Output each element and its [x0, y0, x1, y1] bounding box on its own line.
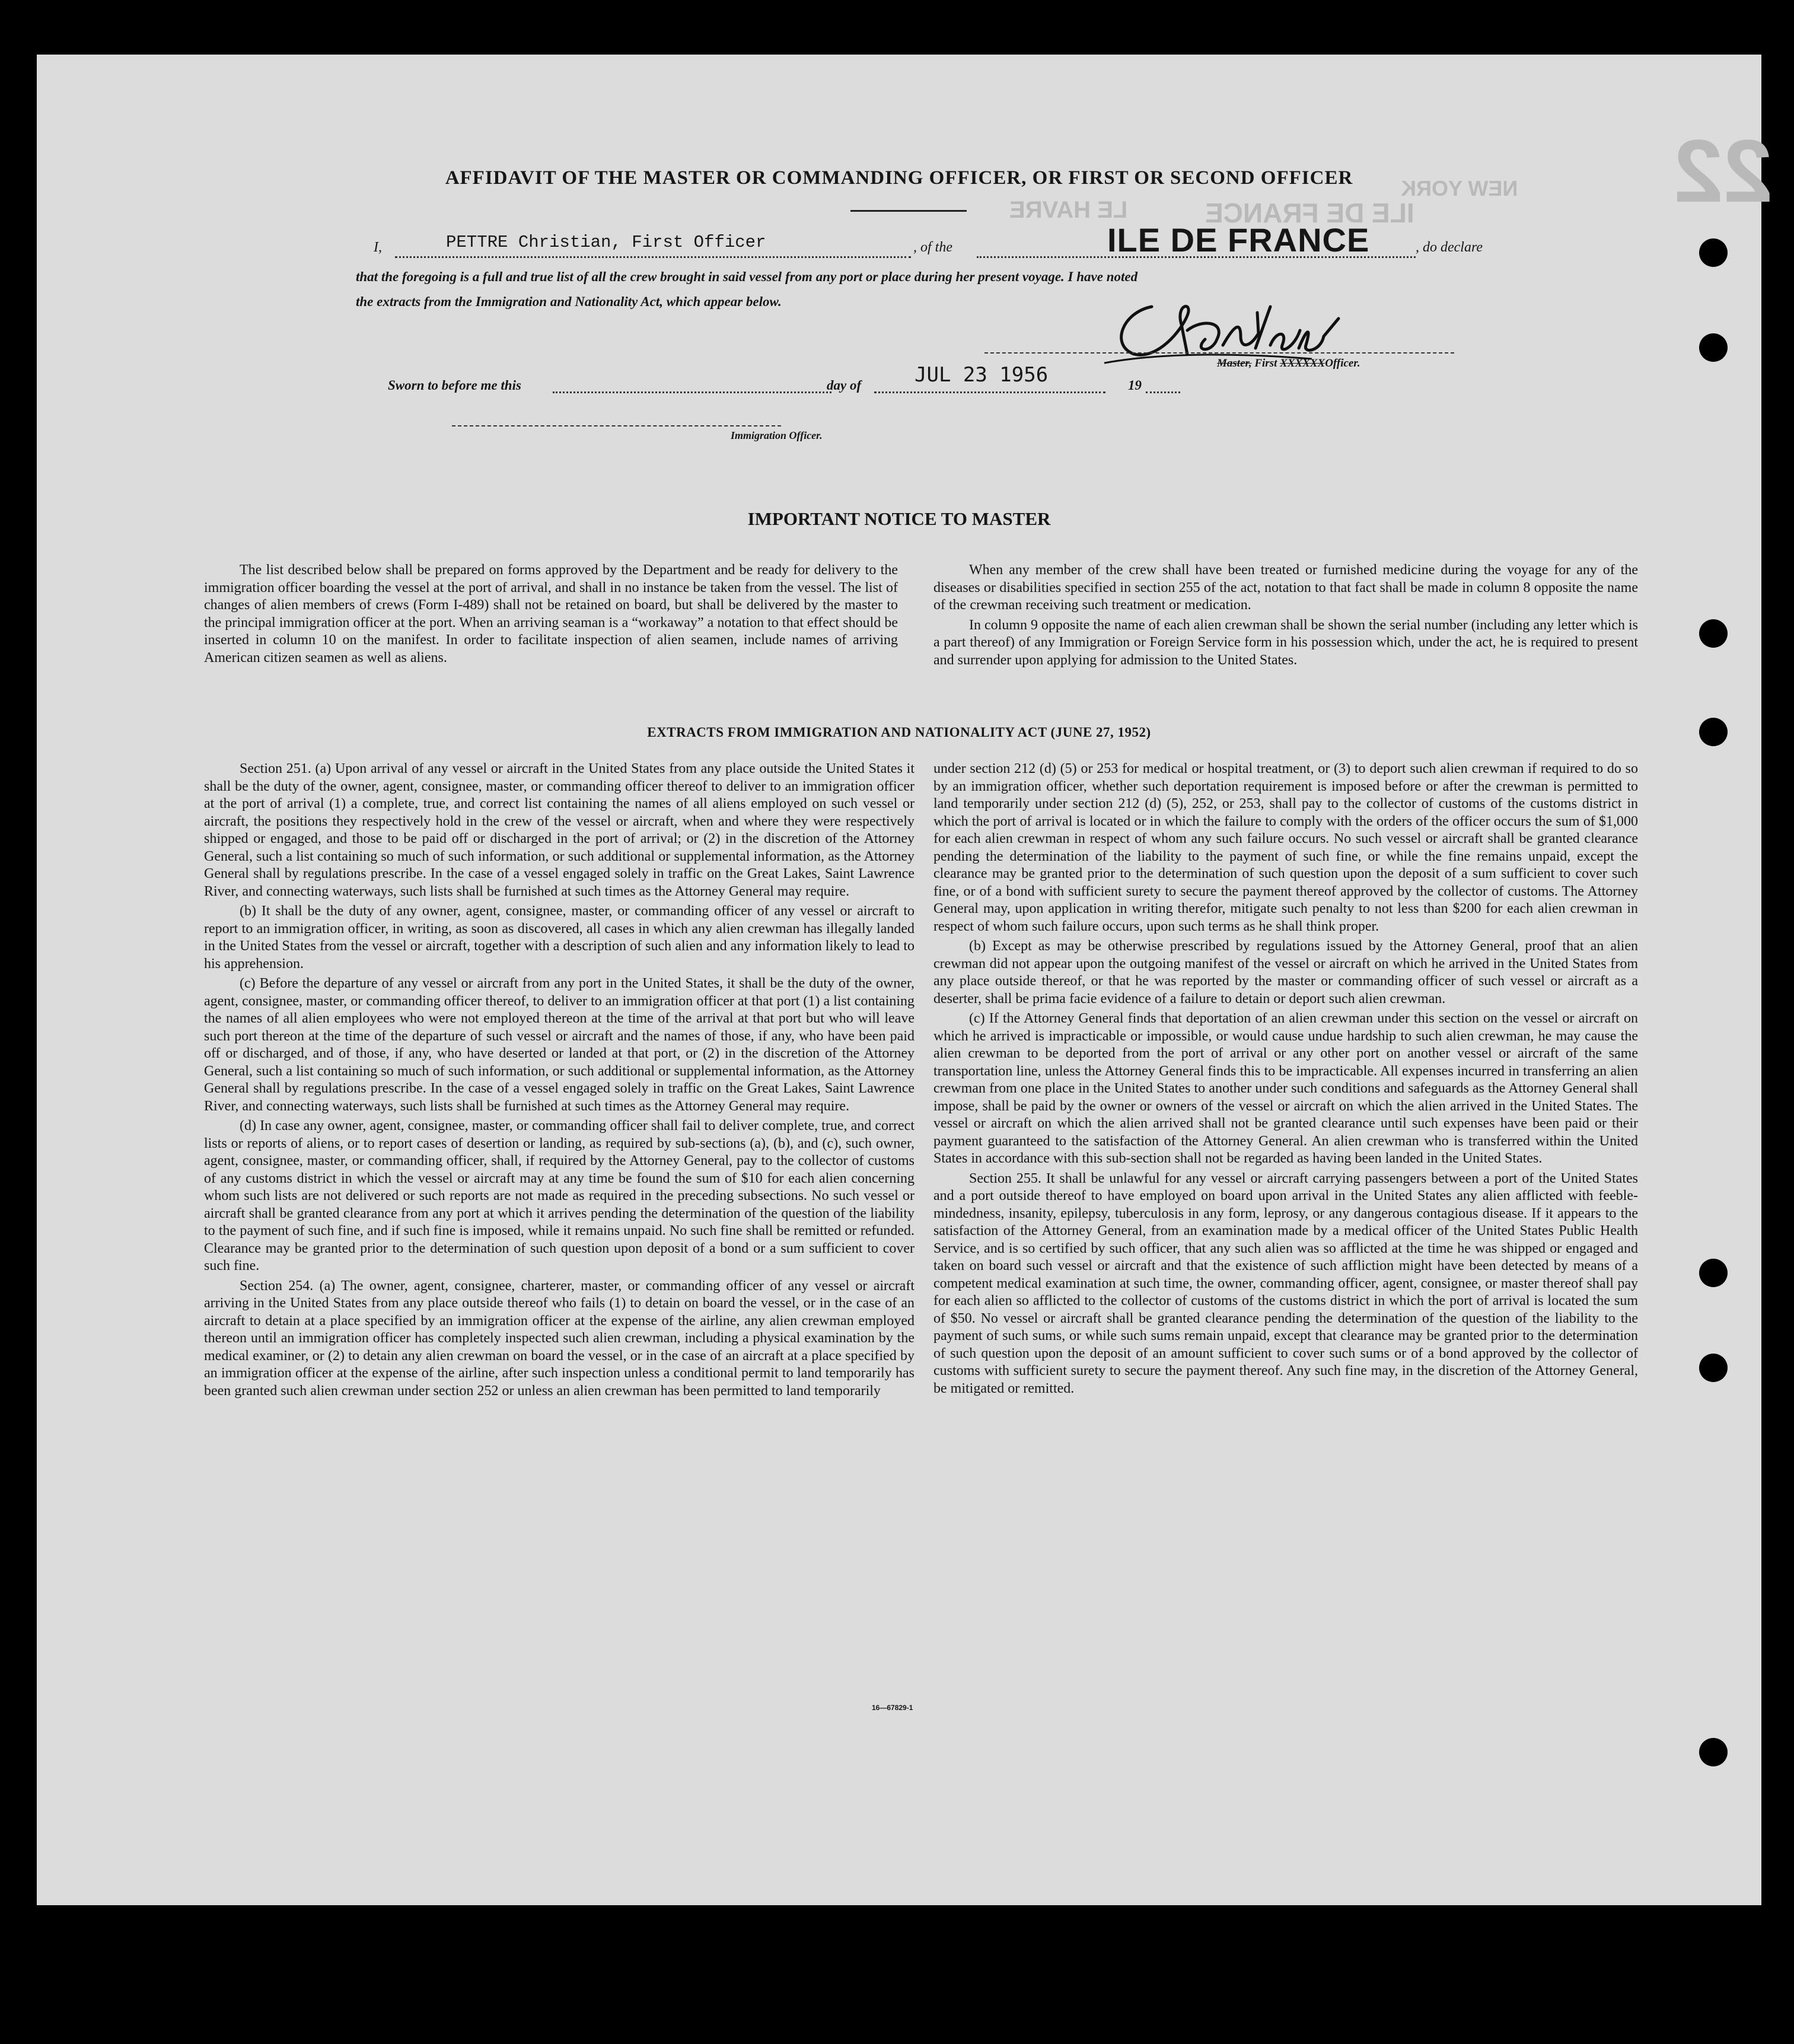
caption-first: First — [1254, 357, 1277, 370]
year-line — [1146, 391, 1180, 393]
binder-hole — [1699, 1354, 1728, 1382]
section-254-c: (c) If the Attorney General finds that deportation of an alien crewman under this section on the vessel or aircraft on which he arrived is impracticable or impossible, or would cause undue hardship to such alien crewman, he may cause the alien crewman to be deported from the port of arrival or any other port on another vessel or aircraft of the same transportation line, unless the Attorney General finds this to be impracticable. All expenses incurred in transferring an alien crewman from one place in the United States to another under such conditions and safeguards as the Attorney General shall impose, shall be paid by the owner or owners of the vessel or aircraft on which the alien arrived in the United States. The vessel or aircraft on which the alien arrived shall not be granted clearance until such expenses have been paid or their payment guaranteed to the satisfaction of the Attorney General. An alien crewman who is transferred within the United States in accordance with this sub-section shall not be regarded as having been landed in the United States. — [933, 1011, 1638, 1166]
section-251-d: (d) In case any owner, agent, consignee, master, or commanding officer shall fail to deliver complete, true, and correct lists or reports of aliens, or to report cases of desertion or landing, as required by sub-sections (a), (b), and (c), such owner, agent, consignee, master, or commanding officer, shall, if required by the Attorney General, pay to the collector of customs of any customs district in which the vessel or aircraft may at any time be found the sum of $10 for each alien concerning whom such lists are not delivered or such reports are not made as required in the preceding subsections. No such vessel or aircraft shall be granted clearance from any port at which it arrives pending the determination of the question of the liability to the payment of such fine, and if such fine is imposed, while it remains unpaid. No such fine shall be remitted or refunded. Clearance may be granted prior to the determination of such question upon deposit of a bond or a sum sufficient to cover such fine. — [204, 1118, 914, 1273]
notice-right-paragraph-1: When any member of the crew shall have been treated or furnished medicine during the voyage for any of the diseases or disabilities specified in section 255 of the act, notation to that fact shall be made in column 8 opposite the name of the crewman receiving such treatment or medication. — [933, 562, 1638, 613]
section-254-a: Section 254. (a) The owner, agent, consignee, charterer, master, or commanding officer of any vessel or aircraft arriving in the United States from any place outside thereof who fails (1) to detain on board the vessel, or in the case of an aircraft to detain at a place specified by an immigration officer at the expense of the airline, any alien crewman employed thereon until an immigration officer has completely inspected such alien crewman, including a physical examination by the medical examiner, or (2) to detain any alien crewman on board the vessel, or in the case of an aircraft at a place specified by an immigration officer at the expense of the airline, after such inspection unless a conditional permit to land temporarily has been granted such alien crewman under section 252 or unless an alien crewman has been permitted to land temporarily — [204, 1278, 914, 1399]
binder-hole — [1699, 238, 1728, 267]
binder-hole — [1699, 1738, 1728, 1766]
notice-right-column — [933, 562, 1638, 671]
extracts-right-column — [933, 760, 1638, 1400]
day-of-label: day of — [827, 378, 862, 393]
bleed-port: LE HAVRE — [1009, 197, 1128, 223]
sworn-label: Sworn to before me this — [388, 378, 521, 393]
section-251-c: (c) Before the departure of any vessel or aircraft from any port in the United States, it shall be the duty of the owner, agent, consignee, master, or commanding officer thereof, to deliver to an immigration officer at that port (1) a list containing the names of all alien employees who were not employed thereon at the time of the arrival at that port but who will leave such port thereon at the time of the departure of such vessel or aircraft and the names of those, if any, who have been paid off or discharged, and of those, if any, who have deserted or landed at that port, or (2) in the discretion of the Attorney General, such a list containing so much of such information, or such additional or supplemental information, as the Attorney General shall by regulations prescribe. In the case of a vessel engaged solely in traffic on the Great Lakes, Saint Lawrence River, and connecting waterways, such lists shall be furnished at such times as the Attorney General may require. — [204, 976, 914, 1114]
affidavit-page — [37, 55, 1773, 1905]
sworn-date-line — [553, 391, 831, 393]
struck-second: XXXXXX — [1280, 357, 1325, 370]
immigration-officer-caption: Immigration Officer. — [731, 429, 823, 441]
of-the-label: , of the — [913, 240, 952, 255]
declarant-name-line — [395, 256, 911, 258]
notice-right-paragraph-2: In column 9 opposite the name of each alien crewman shall be shown the serial number (including any letter which is a part thereof) of any Immigration or Foreign Service form in his possession which, under the act, he is required to present and surrender upon applying for admission to the United States. — [933, 617, 1638, 668]
binder-hole — [1699, 333, 1728, 362]
form-code: 16—67829-1 — [872, 1704, 913, 1712]
bleed-city: NEW YORK — [1401, 176, 1518, 200]
section-254-b: (b) Except as may be otherwise prescribed by regulations issued by the Attorney General, proof that an alien crewman did not appear upon the outgoing manifest of the vessel or aircraft on which he arrived in the United States from any place outside thereof, or that he was reported by the master or commanding officer of such vessel or aircraft as a deserter, shall be prima facie evidence of a failure to detain or deport such alien crewman. — [933, 938, 1638, 1007]
do-declare-label: , do declare — [1416, 240, 1483, 255]
section-251-a: Section 251. (a) Upon arrival of any vessel or aircraft in the United States from any place outside the United States it shall be the duty of the owner, agent, consignee, master, or commanding officer thereof to deliver to an immigration officer at the port of arrival (1) a complete, true, and correct list containing the names of all aliens employed on such vessel or aircraft, the positions they respectively hold in the crew of the vessel or aircraft, when and where they were respectively shipped or engaged, and those to be paid off or discharged in the port of arrival; or (2) in the discretion of the Attorney General, such a list containing so much of such information, or such additional or supplemental information, as the Attorney General shall by regulations prescribe. In the case of a vessel engaged solely in traffic on the Great Lakes, Saint Lawrence River, and connecting waterways, such lists shall be furnished at such times as the Attorney General may require. — [204, 761, 914, 899]
bleed-ship-name: ILE DE FRANCE — [1205, 198, 1414, 228]
section-255: Section 255. It shall be unlawful for any vessel or aircraft carrying passengers between a port of the United States and a port outside thereof to have employed on board upon arrival in the United States any alien afflicted with feeble-mindedness, insanity, epilepsy, tuberculosis in any form, leprosy, or any dangerous contagious disease. If it appears to the satisfaction of the Attorney General, from an examination made by a medical officer of the United States Public Health Service, and is so certified by such officer, that any such alien was so afflicted at the time he was shipped or engaged and taken on board such vessel or aircraft and that the existence of such affliction might have been detected by means of a competent medical examination at such time, the owner, commanding officer, agent, consignee, or master thereof shall pay for each alien so afflicted to the collector of customs of the customs district in which the port of arrival is located the sum of $50. No vessel or aircraft shall be granted clearance pending the determination of the question of the liability to the payment of such sums, or while such sums remain unpaid, except that clearance may be granted prior to the determination of such question upon the deposit of an amount sufficient to cover such sums or of a bond approved by the collector of customs with sufficient surety to secure the payment thereof. Any such fine may, in the discretion of the Attorney General, be mitigated or remitted. — [933, 1170, 1638, 1396]
notice-left-paragraph: The list described below shall be prepared on forms approved by the Department and be ready for delivery to the immigration officer boarding the vessel at the port of arrival, and shall in no instance be taken from the vessel. The list of changes of alien members of crews (Form I-489) shall not be retained on board, but shall be delivered by the master to the principal immigration officer at the port. When an arriving seaman is a “workaway” a notation to that effect should be inserted in column 10 on the manifest. In order to facilitate inspection of alien seamen, include names of arriving American citizen seamen as well as aliens. — [204, 562, 898, 666]
affidavit-title: AFFIDAVIT OF THE MASTER OR COMMANDING OFFICER, OR FIRST OR SECOND OFFICER — [445, 167, 1353, 189]
binder-hole — [1699, 718, 1728, 746]
year-prefix: 19 — [1128, 378, 1142, 393]
declaration-prefix: I, — [374, 240, 382, 255]
extracts-left-column — [204, 760, 914, 1402]
signature-caption — [1217, 357, 1360, 370]
struck-master: Master, — [1217, 357, 1252, 370]
declaration-line-3: the extracts from the Immigration and Nationality Act, which appear below. — [356, 294, 782, 309]
bleed-big-numeral: 22 — [1674, 121, 1773, 221]
signature-line — [984, 352, 1454, 354]
date-stamp: JUL 23 1956 — [914, 363, 1049, 387]
declaration-line-2: that the foregoing is a full and true list of all the crew brought in said vessel from any port or place during her present voyage. I have noted — [356, 269, 1138, 284]
immigration-officer-line — [452, 425, 781, 426]
declarant-name: PETTRE Christian, First Officer — [446, 233, 766, 252]
title-rule — [850, 210, 967, 212]
extracts-heading: EXTRACTS FROM IMMIGRATION AND NATIONALITY ACT (JUNE 27, 1952) — [647, 725, 1151, 740]
notice-heading: IMPORTANT NOTICE TO MASTER — [747, 508, 1051, 529]
notice-left-column — [204, 562, 898, 669]
section-254-a-cont: under section 212 (d) (5) or 253 for medical or hospital treatment, or (3) to deport such alien crewman if required to do so by an immigration officer, whether such deportation requirement is imposed before or after the crewman is permitted to land temporarily under section 212 (d) (5), 252, or 253, shall pay to the collector of customs of the customs district in which the port of arrival is located or in which the failure to comply with the orders of the officer occurs the sum of $1,000 for each alien crewman in respect of whom any such failure occurs. No such vessel or aircraft shall be granted clearance pending the determination of the liability to the payment of such fine, or while the fine remains unpaid, except the clearance may be granted prior to the determination of such question upon the deposit of a sum sufficient to cover such fine, or of a bond with sufficient surety to secure the payment thereof approved by the collector of customs. The Attorney General may, upon application in writing therefor, mitigate such penalty to not less than $200 for each alien crewman in respect of whom such failure occurs, upon such terms as he shall think proper. — [933, 761, 1638, 934]
caption-officer: Officer. — [1325, 357, 1360, 370]
binder-hole — [1699, 1259, 1728, 1287]
month-line — [874, 391, 1105, 393]
binder-hole — [1699, 619, 1728, 648]
section-251-b: (b) It shall be the duty of any owner, agent, consignee, master, or commanding officer of any vessel or aircraft to report to an immigration officer, in writing, as soon as discovered, all cases in which any alien crewman has illegally landed in the United States from the vessel or aircraft, together with a description of such alien and any information likely to lead to his apprehension. — [204, 903, 914, 972]
ship-name: ILE DE FRANCE — [1107, 221, 1370, 259]
